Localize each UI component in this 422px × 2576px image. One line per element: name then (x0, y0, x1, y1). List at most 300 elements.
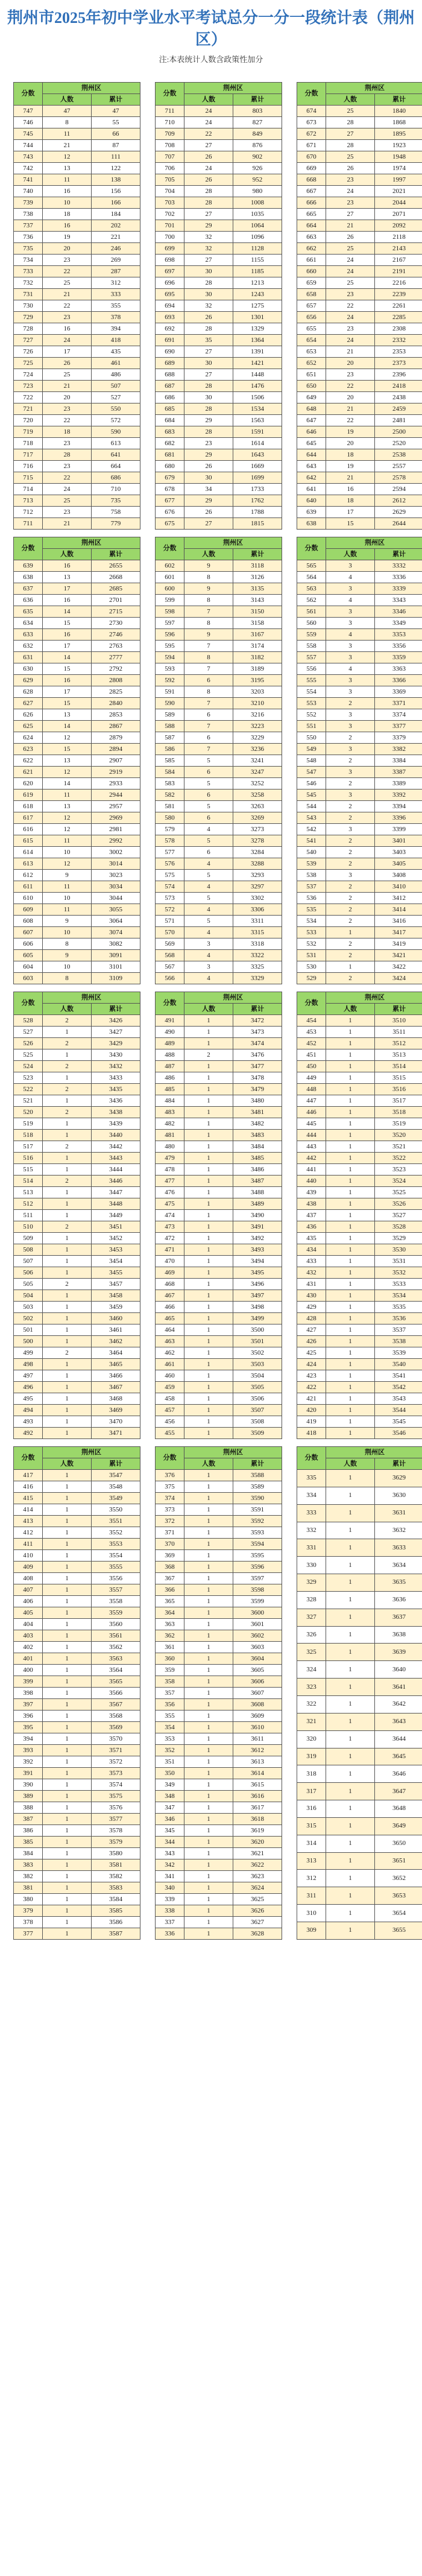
cell-count: 9 (184, 629, 233, 641)
cell-cumulative: 3555 (92, 1562, 140, 1573)
cell-score: 422 (297, 1382, 326, 1393)
table-row (297, 1393, 422, 1405)
table-row (156, 916, 282, 927)
cell-score: 373 (156, 1504, 184, 1516)
cell-score: 498 (14, 1359, 43, 1370)
cell-count: 11 (43, 835, 92, 847)
cell-score: 335 (297, 1470, 326, 1487)
cell-count: 24 (326, 335, 375, 346)
table-row (297, 1141, 422, 1153)
cell-cumulative: 3458 (92, 1290, 140, 1302)
cell-cumulative: 3518 (375, 1107, 422, 1118)
cell-cumulative: 2715 (92, 606, 140, 618)
cell-score: 579 (156, 824, 184, 835)
cell-score: 662 (297, 243, 326, 255)
table-row (14, 904, 140, 916)
cell-count: 1 (43, 1210, 92, 1221)
table-row (14, 289, 140, 300)
cell-cumulative: 3533 (375, 1279, 422, 1290)
cell-score: 608 (14, 916, 43, 927)
table-row (297, 1290, 422, 1302)
cell-count: 2 (43, 1279, 92, 1290)
cell-count: 2 (43, 1038, 92, 1049)
table-row (14, 1210, 140, 1221)
cell-score: 406 (14, 1596, 43, 1607)
table-row (156, 1072, 282, 1084)
cell-score: 317 (297, 1783, 326, 1800)
cell-count: 1 (184, 1313, 233, 1324)
score-table (155, 1446, 282, 1940)
header-cumulative: 累计 (233, 94, 282, 106)
cell-score: 586 (156, 744, 184, 755)
cell-cumulative: 3637 (375, 1609, 422, 1626)
cell-cumulative: 3055 (92, 904, 140, 916)
cell-count: 1 (43, 1359, 92, 1370)
cell-cumulative: 827 (233, 117, 282, 128)
table-row (156, 232, 282, 243)
table-row (14, 1176, 140, 1187)
cell-score: 524 (14, 1061, 43, 1072)
table-row (156, 243, 282, 255)
cell-count: 1 (326, 1187, 375, 1198)
cell-cumulative: 2332 (375, 335, 422, 346)
cell-score: 674 (297, 106, 326, 117)
cell-score: 387 (14, 1814, 43, 1825)
table-row (14, 140, 140, 151)
cell-cumulative: 1243 (233, 289, 282, 300)
table-row (156, 1756, 282, 1768)
cell-score: 461 (156, 1359, 184, 1370)
cell-score: 438 (297, 1198, 326, 1210)
cell-score: 631 (14, 652, 43, 663)
cell-count: 22 (43, 266, 92, 277)
table-row (297, 381, 422, 392)
cell-cumulative: 418 (92, 335, 140, 346)
cell-cumulative: 3545 (375, 1416, 422, 1428)
cell-cumulative: 2191 (375, 266, 422, 277)
cell-score: 358 (156, 1676, 184, 1688)
cell-cumulative: 3526 (375, 1198, 422, 1210)
cell-score: 463 (156, 1336, 184, 1347)
cell-cumulative: 3629 (375, 1470, 422, 1487)
cell-score: 594 (156, 652, 184, 663)
header-count: 人数 (184, 1004, 233, 1015)
cell-cumulative: 2992 (92, 835, 140, 847)
table-row (297, 1783, 422, 1800)
table-row (297, 140, 422, 151)
cell-count: 6 (184, 709, 233, 721)
cell-cumulative: 3410 (375, 881, 422, 893)
table-row (14, 106, 140, 117)
cell-score: 663 (297, 232, 326, 243)
cell-score: 617 (14, 812, 43, 824)
cell-score: 711 (14, 518, 43, 530)
cell-score: 418 (297, 1428, 326, 1439)
cell-cumulative: 2021 (375, 186, 422, 197)
cell-count: 1 (326, 1644, 375, 1661)
cell-cumulative: 2538 (375, 449, 422, 461)
table-row (14, 606, 140, 618)
cell-score: 676 (156, 507, 184, 518)
cell-cumulative: 3652 (375, 1870, 422, 1887)
cell-count: 9 (43, 916, 92, 927)
cell-cumulative: 3247 (233, 767, 282, 778)
table-row (297, 732, 422, 744)
cell-count: 1 (43, 1027, 92, 1038)
cell-cumulative: 2730 (92, 618, 140, 629)
cell-count: 1 (184, 1210, 233, 1221)
cell-cumulative: 3621 (233, 1848, 282, 1859)
cell-count: 1 (326, 1038, 375, 1049)
cell-score: 328 (297, 1591, 326, 1609)
cell-score: 377 (14, 1928, 43, 1940)
cell-count: 1 (43, 1573, 92, 1584)
cell-score: 411 (14, 1539, 43, 1550)
cell-score: 430 (297, 1290, 326, 1302)
cell-count: 12 (43, 858, 92, 870)
cell-count: 16 (43, 186, 92, 197)
cell-score: 490 (156, 1027, 184, 1038)
cell-score: 437 (297, 1210, 326, 1221)
cell-count: 1 (43, 1848, 92, 1859)
cell-score: 508 (14, 1244, 43, 1256)
cell-score: 552 (297, 709, 326, 721)
cell-cumulative: 3543 (375, 1393, 422, 1405)
cell-score: 534 (297, 916, 326, 927)
table-row (156, 1359, 282, 1370)
cell-count: 12 (43, 824, 92, 835)
table-row (14, 1141, 140, 1153)
table-row (297, 641, 422, 652)
cell-cumulative: 3632 (375, 1522, 422, 1539)
cell-score: 495 (14, 1393, 43, 1405)
cell-count: 1 (184, 1244, 233, 1256)
cell-cumulative: 3531 (375, 1256, 422, 1267)
cell-cumulative: 3588 (233, 1470, 282, 1481)
cell-cumulative: 3619 (233, 1825, 282, 1837)
cell-cumulative: 3525 (375, 1187, 422, 1198)
table-row (297, 698, 422, 709)
cell-score: 391 (14, 1768, 43, 1779)
cell-cumulative: 378 (92, 312, 140, 323)
cell-count: 23 (326, 197, 375, 209)
cell-cumulative: 1948 (375, 151, 422, 163)
cell-score: 568 (156, 950, 184, 961)
cell-count: 5 (184, 755, 233, 767)
table-row (297, 1765, 422, 1783)
table-row (14, 1905, 140, 1917)
cell-count: 4 (184, 824, 233, 835)
cell-cumulative: 3596 (233, 1562, 282, 1573)
table-row (156, 927, 282, 938)
header-cumulative: 累计 (233, 549, 282, 560)
cell-cumulative: 3241 (233, 755, 282, 767)
cell-cumulative: 3377 (375, 721, 422, 732)
cell-count: 1 (326, 1347, 375, 1359)
table-row (156, 1733, 282, 1745)
table-row (156, 1244, 282, 1256)
table-row (156, 518, 282, 530)
cell-cumulative: 1421 (233, 358, 282, 369)
cell-cumulative: 3645 (375, 1748, 422, 1765)
cell-count: 5 (184, 870, 233, 881)
cell-score: 694 (156, 300, 184, 312)
cell-cumulative: 3516 (375, 1084, 422, 1095)
cell-cumulative: 3182 (233, 652, 282, 663)
table-row (297, 117, 422, 128)
table-row (14, 1279, 140, 1290)
cell-cumulative: 2612 (375, 495, 422, 507)
cell-score: 339 (156, 1894, 184, 1905)
cell-score: 622 (14, 755, 43, 767)
table-row (14, 1015, 140, 1027)
cell-cumulative: 3611 (233, 1733, 282, 1745)
cell-score: 679 (156, 472, 184, 484)
cell-score: 322 (297, 1695, 326, 1713)
table-row (14, 858, 140, 870)
cell-count: 1 (43, 1928, 92, 1940)
cell-cumulative: 3258 (233, 790, 282, 801)
cell-cumulative: 3284 (233, 847, 282, 858)
cell-count: 1 (184, 1756, 233, 1768)
cell-cumulative: 3642 (375, 1695, 422, 1713)
cell-score: 564 (297, 572, 326, 583)
cell-count: 1 (43, 1153, 92, 1164)
table-row (297, 1905, 422, 1922)
cell-cumulative: 55 (92, 117, 140, 128)
cell-score: 320 (297, 1730, 326, 1748)
table-row (14, 1359, 140, 1370)
cell-count: 1 (326, 1539, 375, 1557)
table-row (156, 560, 282, 572)
cell-score: 331 (297, 1539, 326, 1557)
cell-cumulative: 2520 (375, 438, 422, 449)
cell-score: 374 (156, 1493, 184, 1504)
cell-score: 747 (14, 106, 43, 117)
cell-cumulative: 1997 (375, 174, 422, 186)
cell-cumulative: 3640 (375, 1661, 422, 1679)
table-row (156, 1176, 282, 1187)
cell-cumulative: 3597 (233, 1573, 282, 1584)
cell-score: 630 (14, 663, 43, 675)
cell-cumulative: 2840 (92, 698, 140, 709)
cell-score: 486 (156, 1072, 184, 1084)
cell-count: 17 (326, 507, 375, 518)
cell-count: 26 (184, 312, 233, 323)
table-row (156, 1107, 282, 1118)
cell-score: 454 (297, 1015, 326, 1027)
cell-cumulative: 3349 (375, 618, 422, 629)
table-row (156, 1324, 282, 1336)
table-row (156, 847, 282, 858)
cell-count: 1 (184, 1061, 233, 1072)
cell-score: 704 (156, 186, 184, 197)
table-row (156, 220, 282, 232)
cell-cumulative: 3651 (375, 1852, 422, 1870)
cell-score: 588 (156, 721, 184, 732)
table-row (14, 1630, 140, 1642)
cell-cumulative: 3641 (375, 1679, 422, 1696)
cell-count: 8 (184, 652, 233, 663)
cell-score: 386 (14, 1825, 43, 1837)
cell-score: 388 (14, 1802, 43, 1814)
header-district: 荆州区 (43, 992, 140, 1004)
cell-score: 525 (14, 1049, 43, 1061)
cell-cumulative: 3329 (233, 973, 282, 984)
table-row (156, 1393, 282, 1405)
cell-score: 655 (297, 323, 326, 335)
cell-count: 24 (326, 266, 375, 277)
cell-score: 628 (14, 686, 43, 698)
cell-score: 467 (156, 1290, 184, 1302)
cell-count: 8 (184, 595, 233, 606)
cell-count: 1 (184, 1814, 233, 1825)
cell-cumulative: 2933 (92, 778, 140, 790)
cell-count: 1 (184, 1393, 233, 1405)
cell-count: 1 (184, 1550, 233, 1562)
cell-cumulative: 3626 (233, 1905, 282, 1917)
table-row (156, 1084, 282, 1095)
cell-count: 11 (43, 881, 92, 893)
cell-cumulative: 3174 (233, 641, 282, 652)
table-row (297, 1072, 422, 1084)
cell-count: 1 (184, 1107, 233, 1118)
table-row (14, 1302, 140, 1313)
cell-count: 1 (326, 1504, 375, 1522)
cell-score: 627 (14, 698, 43, 709)
table-row (156, 472, 282, 484)
table-row (297, 1644, 422, 1661)
cell-count: 14 (43, 652, 92, 663)
cell-cumulative: 1643 (233, 449, 282, 461)
table-row (297, 1336, 422, 1347)
cell-count: 10 (43, 847, 92, 858)
cell-score: 428 (297, 1313, 326, 1324)
cell-cumulative: 66 (92, 128, 140, 140)
cell-count: 1 (184, 1527, 233, 1539)
table-row (156, 1779, 282, 1791)
cell-score: 726 (14, 346, 43, 358)
cell-cumulative: 3405 (375, 858, 422, 870)
cell-count: 1 (326, 1313, 375, 1324)
table-row (14, 1267, 140, 1279)
cell-cumulative: 87 (92, 140, 140, 151)
cell-cumulative: 3557 (92, 1584, 140, 1596)
cell-cumulative: 156 (92, 186, 140, 197)
cell-cumulative: 3229 (233, 732, 282, 744)
cell-cumulative: 2957 (92, 801, 140, 812)
cell-score: 476 (156, 1187, 184, 1198)
cell-cumulative: 3252 (233, 778, 282, 790)
cell-count: 3 (326, 618, 375, 629)
cell-cumulative: 2044 (375, 197, 422, 209)
cell-count: 32 (184, 300, 233, 312)
cell-cumulative: 3550 (92, 1504, 140, 1516)
table-row (14, 1688, 140, 1699)
table-row (156, 140, 282, 151)
cell-count: 29 (184, 449, 233, 461)
cell-count: 3 (326, 767, 375, 778)
cell-score: 665 (297, 209, 326, 220)
cell-count: 1 (184, 1928, 233, 1940)
cell-cumulative: 3353 (375, 629, 422, 641)
table-row (14, 1516, 140, 1527)
cell-score: 644 (297, 449, 326, 461)
table-row (156, 1027, 282, 1038)
table-row (297, 1359, 422, 1370)
table-row (14, 1130, 140, 1141)
cell-count: 1 (326, 1118, 375, 1130)
cell-cumulative: 3459 (92, 1302, 140, 1313)
cell-cumulative: 1064 (233, 220, 282, 232)
cell-score: 351 (156, 1756, 184, 1768)
cell-cumulative: 3346 (375, 606, 422, 618)
cell-cumulative: 3603 (233, 1642, 282, 1653)
cell-count: 18 (43, 209, 92, 220)
cell-score: 682 (156, 438, 184, 449)
cell-count: 24 (326, 255, 375, 266)
cell-cumulative: 1301 (233, 312, 282, 323)
cell-score: 415 (14, 1493, 43, 1504)
cell-count: 1 (326, 1370, 375, 1382)
cell-cumulative: 3537 (375, 1324, 422, 1336)
cell-score: 518 (14, 1130, 43, 1141)
cell-score: 401 (14, 1653, 43, 1665)
table-row (297, 812, 422, 824)
table-row (297, 1210, 422, 1221)
cell-count: 1 (43, 1267, 92, 1279)
cell-score: 354 (156, 1722, 184, 1733)
cell-cumulative: 3269 (233, 812, 282, 824)
cell-count: 1 (43, 1187, 92, 1198)
cell-count: 2 (43, 1141, 92, 1153)
cell-count: 1 (326, 1198, 375, 1210)
cell-score: 507 (14, 1256, 43, 1267)
cell-cumulative: 3514 (375, 1061, 422, 1072)
cell-cumulative: 3288 (233, 858, 282, 870)
cell-score: 711 (156, 106, 184, 117)
table-row (297, 174, 422, 186)
table-row (156, 289, 282, 300)
cell-score: 488 (156, 1049, 184, 1061)
cell-cumulative: 1506 (233, 392, 282, 403)
cell-count: 12 (43, 151, 92, 163)
cell-count: 1 (184, 1256, 233, 1267)
cell-score: 547 (297, 767, 326, 778)
cell-count: 7 (184, 698, 233, 709)
cell-score: 516 (14, 1153, 43, 1164)
cell-cumulative: 3519 (375, 1118, 422, 1130)
cell-count: 22 (43, 300, 92, 312)
cell-score: 638 (14, 572, 43, 583)
cell-score: 577 (156, 847, 184, 858)
cell-score: 390 (14, 1779, 43, 1791)
table-row (156, 893, 282, 904)
table-row (14, 323, 140, 335)
table-row (156, 1233, 282, 1244)
table-row (297, 893, 422, 904)
cell-score: 369 (156, 1550, 184, 1562)
cell-count: 28 (184, 381, 233, 392)
cell-cumulative: 2701 (92, 595, 140, 606)
cell-count: 1 (326, 1748, 375, 1765)
cell-count: 1 (184, 1665, 233, 1676)
table-row (14, 950, 140, 961)
table-row (14, 1665, 140, 1676)
cell-count: 1 (43, 1894, 92, 1905)
table-row (156, 461, 282, 472)
cell-count: 1 (43, 1493, 92, 1504)
